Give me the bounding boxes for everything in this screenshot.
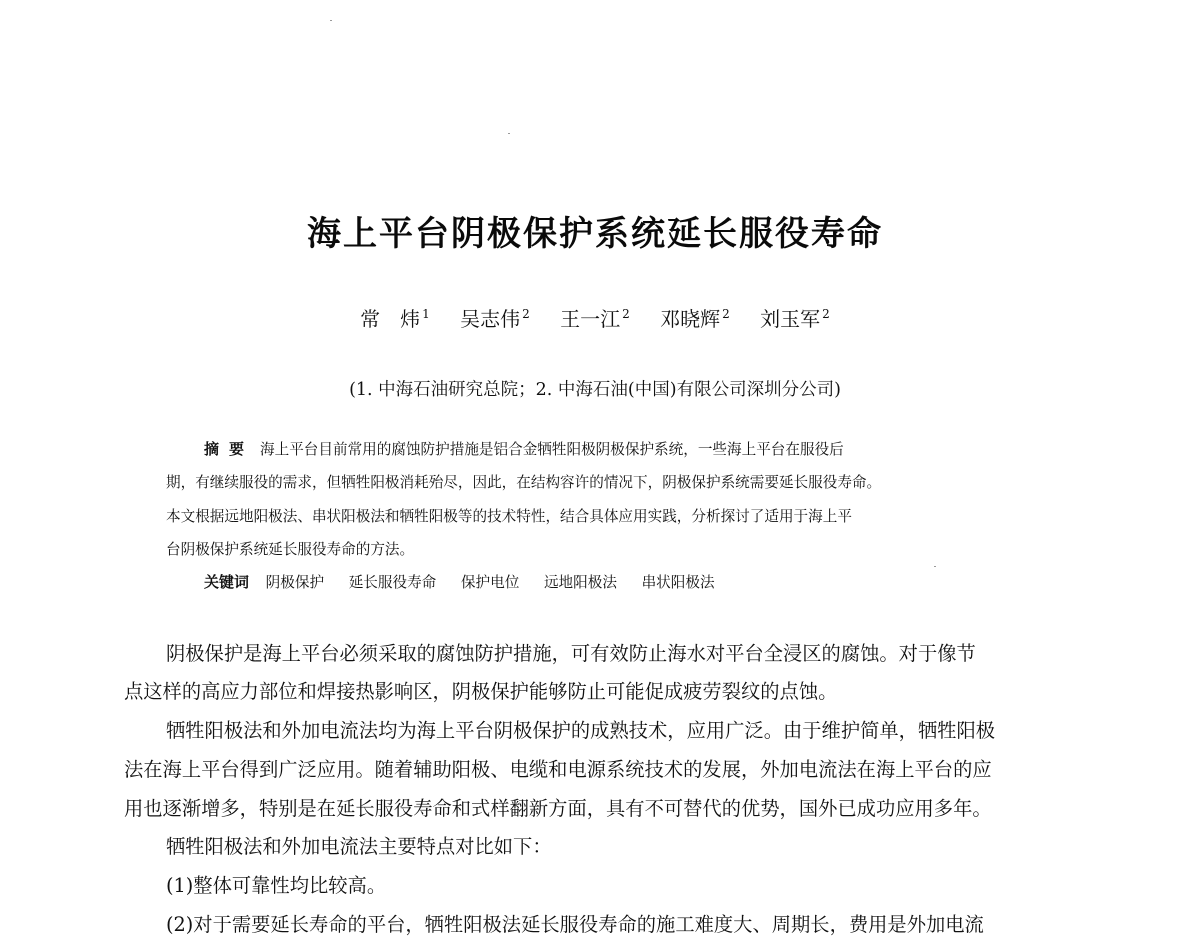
affiliation-mark: 2 — [822, 307, 830, 322]
affiliations: (1. 中海石油研究总院；2. 中海石油(中国)有限公司深圳分公司) — [349, 380, 841, 400]
keyword: 保护电位 — [460, 574, 520, 591]
abstract-line: 期，有继续服役的需求，但牺牲阳极消耗殆尽，因此，在结构容许的情况下，阴极保护系统需要延长服役寿命。 — [166, 474, 882, 491]
author: 常 炜 $^1$ — [360, 307, 430, 331]
paragraph-line: 点这样的高应力部位和焊接热影响区，阴极保护能够防止可能促成疲劳裂纹的点蚀。 — [124, 680, 838, 703]
keyword: 阴极保护 — [265, 574, 325, 591]
scan-speck — [934, 566, 936, 567]
paragraph-line: 牺牲阳极法和外加电流法主要特点对比如下： — [166, 835, 552, 858]
keyword: 远地阳极法 — [543, 574, 617, 591]
author-list — [0, 303, 1190, 332]
author: 邓晓辉 $^2$ — [660, 307, 730, 331]
abstract-label: 摘要 — [204, 440, 255, 458]
affiliation-mark: 2 — [722, 307, 730, 322]
scan-speck — [508, 133, 510, 134]
author: 刘玉军 $^2$ — [760, 307, 830, 331]
list-item: (2)对于需要延长寿命的平台，牺牲阳极法延长服役寿命的施工难度大、周期长，费用是外加电流 — [166, 913, 984, 936]
paragraph-line: 法在海上平台得到广泛应用。随着辅助阳极、电缆和电源系统技术的发展，外加电流法在海上平台的应 — [124, 758, 992, 781]
paragraph-line: 阴极保护是海上平台必须采取的腐蚀防护措施，可有效防止海水对平台全浸区的腐蚀。对于像节 — [166, 642, 976, 665]
keyword: 串状阳极法 — [641, 574, 715, 591]
paper-title: 海上平台阴极保护系统延长服役寿命 — [307, 214, 883, 254]
scan-speck — [330, 20, 332, 21]
paragraph-line: 用也逐渐增多，特别是在延长服役寿命和式样翻新方面，具有不可替代的优势，国外已成功应用多年。 — [124, 797, 992, 820]
abstract-line: 本文根据远地阳极法、串状阳极法和牺牲阳极等的技术特性，结合具体应用实践，分析探讨了适用于海上平 — [166, 508, 852, 525]
paragraph-line: 牺牲阳极法和外加电流法均为海上平台阴极保护的成熟技术，应用广泛。由于维护简单，牺牲阳极 — [166, 719, 996, 742]
affiliation-mark: 2 — [522, 307, 530, 322]
keywords-line — [204, 571, 735, 592]
keyword: 延长服役寿命 — [348, 574, 437, 591]
keywords-label: 关键词 — [204, 573, 250, 591]
author: 吴志伟 $^2$ — [460, 307, 530, 331]
author: 王一江 $^2$ — [560, 307, 630, 331]
abstract-line: 摘要 海上平台目前常用的腐蚀防护措施是铝合金牺牲阳极阴极保护系统，一些海上平台在服役后 — [204, 440, 844, 458]
list-item: (1)整体可靠性均比较高。 — [166, 874, 387, 897]
affiliation-mark: 2 — [622, 307, 630, 322]
affiliation-mark: 1 — [422, 307, 430, 322]
abstract-line: 台阴极保护系统延长服役寿命的方法。 — [166, 541, 415, 558]
